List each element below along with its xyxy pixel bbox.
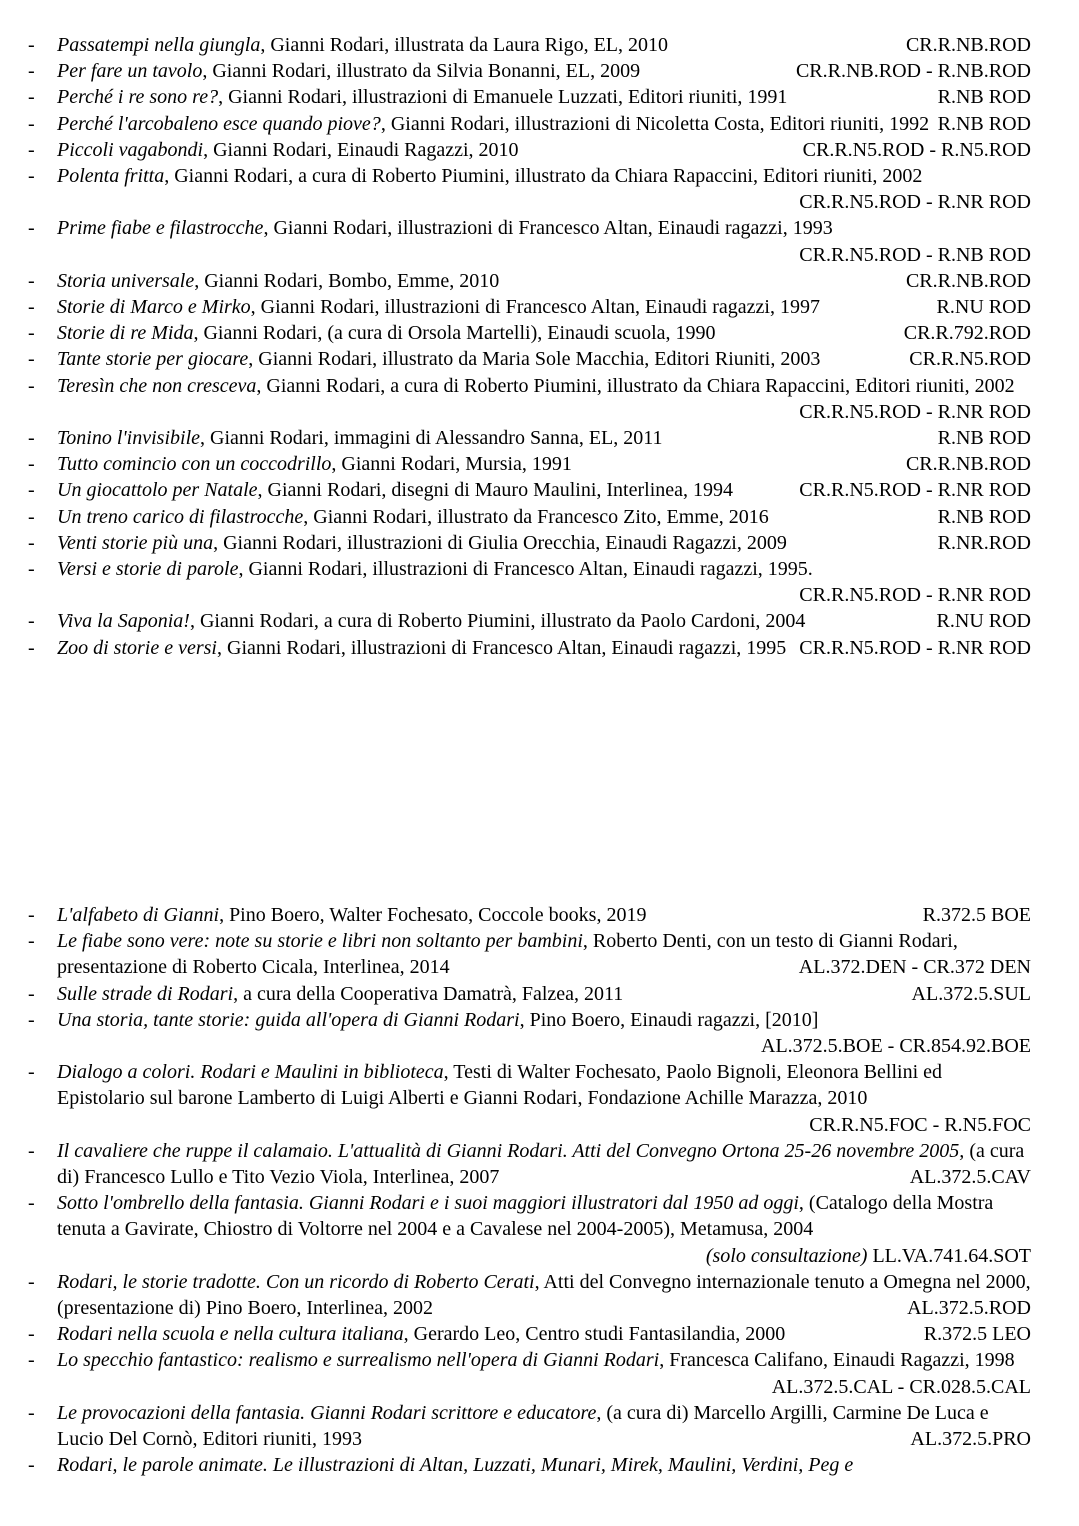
- shelf-location: [796, 58, 1031, 84]
- book-details: , Gianni Rodari, illustrato da Maria Sole Macchia, Editori Riuniti, 2003: [248, 348, 821, 371]
- shelf-code: R.NB ROD: [937, 427, 1031, 450]
- rodari-studies-list: [0, 902, 1079, 1478]
- book-title: Prime fiabe e filastrocche: [57, 217, 264, 240]
- shelf-location: [706, 1243, 1031, 1269]
- book-title: Rodari, le storie tradotte. Con un ricordo di Roberto Cerati: [57, 1270, 535, 1293]
- entry-text: [57, 32, 1031, 58]
- shelf-code: CR.R.N5.FOC - R.N5.FOC: [809, 1113, 1031, 1136]
- book-title: Storie di re Mida: [57, 322, 194, 345]
- entry-text: [57, 137, 1031, 163]
- book-details: , Gianni Rodari, a cura di Roberto Piumini, illustrato da Paolo Cardoni, 2004: [189, 610, 806, 633]
- shelf-code: AL.372.5.SUL: [911, 982, 1031, 1005]
- bullet-dash: -: [28, 904, 35, 926]
- entry-text: [57, 215, 1031, 267]
- list-item: [0, 608, 1079, 634]
- shelf-code: CR.R.NB.ROD: [905, 453, 1031, 476]
- bullet-dash: -: [28, 1349, 35, 1372]
- entry-text: [57, 1400, 1031, 1452]
- list-item: [0, 1452, 1079, 1478]
- shelf-location: [910, 1426, 1031, 1452]
- shelf-code: AL.372.DEN - CR.372 DEN: [798, 956, 1031, 979]
- shelf-location: [938, 111, 1031, 137]
- bullet-dash: -: [28, 531, 35, 554]
- entry-text: [57, 1007, 1031, 1059]
- entry-text: [57, 425, 1031, 451]
- book-details: , Gianni Rodari, illustrazioni di Emanuele Luzzati, Editori riuniti, 1991: [218, 86, 788, 109]
- list-item: [0, 1400, 1079, 1452]
- book-details: , Testi di Walter Fochesato, Paolo Bignoli, Eleonora Bellini ed Epistolario sul barone Lamberto di Luigi Alberti e Gianni Rodari, Fondazione Achille Marazza, 2010: [57, 1061, 943, 1110]
- book-title: Polenta fritta: [57, 165, 165, 188]
- book-title: Sotto l'ombrello della fantasia. Gianni Rodari e i suoi maggiori illustratori dal 1950 ad oggi: [57, 1192, 799, 1215]
- book-title: Storie di Marco e Mirko: [57, 296, 251, 319]
- entry-text: [57, 1321, 1031, 1347]
- list-item: [0, 928, 1079, 980]
- shelf-code: CR.R.N5.ROD - R.NR ROD: [799, 584, 1031, 607]
- shelf-location: [799, 189, 1031, 215]
- shelf-location: [803, 137, 1031, 163]
- list-item: [0, 477, 1079, 503]
- list-item: [0, 1007, 1079, 1059]
- shelf-location: [799, 399, 1031, 425]
- list-item: [0, 58, 1079, 84]
- book-title: Le provocazioni della fantasia. Gianni Rodari scrittore e educatore: [57, 1401, 597, 1424]
- entry-text: [57, 1138, 1031, 1190]
- list-item: [0, 32, 1079, 58]
- shelf-location: [799, 954, 1031, 980]
- book-title: Lo specchio fantastico: realismo e surrealismo nell'opera di Gianni Rodari: [57, 1349, 660, 1372]
- shelf-code: CR.R.N5.ROD - R.N5.ROD: [802, 138, 1031, 161]
- list-item: [0, 320, 1079, 346]
- bullet-dash: -: [28, 138, 35, 161]
- list-item: [0, 556, 1079, 608]
- shelf-location: [924, 1321, 1031, 1347]
- shelf-location: [904, 320, 1031, 346]
- entry-text: [57, 1190, 1031, 1269]
- book-details: , Gianni Rodari, illustrato da Silvia Bonanni, EL, 2009: [202, 60, 641, 83]
- shelf-code: CR.R.NB.ROD: [905, 34, 1031, 56]
- book-title: Le fiabe sono vere: note su storie e libri non soltanto per bambini: [57, 930, 583, 953]
- entry-text: [57, 477, 1031, 503]
- shelf-code: R.NR.ROD: [937, 531, 1031, 554]
- bullet-dash: -: [28, 374, 35, 397]
- book-details: , Gianni Rodari, illustrazioni di Francesco Altan, Einaudi ragazzi, 1993: [263, 217, 833, 240]
- book-title: Rodari, le parole animate. Le illustrazioni di Altan, Luzzati, Munari, Mirek, Maulini, Verdini, Peg e: [57, 1454, 854, 1477]
- shelf-code: CR.R.N5.ROD - R.NR ROD: [799, 479, 1031, 502]
- book-title: Passatempi nella giungla: [57, 34, 261, 56]
- book-details: , Roberto Denti, con un testo di Gianni Rodari, presentazione di Roberto Cicala, Interlinea, 2014: [57, 930, 958, 979]
- list-item: [0, 425, 1079, 451]
- entry-text: [57, 320, 1031, 346]
- shelf-location: [938, 425, 1031, 451]
- list-item: [0, 294, 1079, 320]
- bullet-dash: -: [28, 1061, 35, 1084]
- book-title: Tutto comincio con un coccodrillo: [57, 453, 332, 476]
- bullet-dash: -: [28, 427, 35, 450]
- shelf-location: [809, 1112, 1031, 1138]
- book-title: Un giocattolo per Natale: [57, 479, 258, 502]
- entry-text: [57, 373, 1031, 425]
- shelf-location: [937, 608, 1031, 634]
- book-title: Sulle strade di Rodari: [57, 982, 234, 1005]
- shelf-code: R.NU ROD: [936, 610, 1031, 633]
- entry-text: [57, 294, 1031, 320]
- entry-text: [57, 902, 1031, 928]
- shelf-code: CR.R.N5.ROD - R.NR ROD: [799, 636, 1031, 659]
- bullet-dash: -: [28, 505, 35, 528]
- book-details: , Gianni Rodari, a cura di Roberto Piumini, illustrato da Chiara Rapaccini, Editori riuniti, 2002: [164, 165, 923, 188]
- bullet-dash: -: [28, 982, 35, 1005]
- book-details: , Francesca Califano, Einaudi Ragazzi, 1998: [659, 1349, 1015, 1372]
- book-details: , Gianni Rodari, illustrazioni di Francesco Altan, Einaudi ragazzi, 1997: [250, 296, 820, 319]
- bullet-dash: -: [28, 1323, 35, 1346]
- book-details: , (Catalogo della Mostra tenuta a Gavirate, Chiostro di Voltorre nel 2004 e a Cavalese nel 2004-2005), Metamusa, 2004: [57, 1192, 994, 1241]
- book-title: Venti storie più una: [57, 531, 214, 554]
- list-item: [0, 1059, 1079, 1138]
- book-title: Storia universale: [57, 269, 195, 292]
- shelf-location: [907, 1295, 1031, 1321]
- bullet-dash: -: [28, 1192, 35, 1215]
- list-item: [0, 1321, 1079, 1347]
- shelf-location: [799, 242, 1031, 268]
- shelf-location: [799, 582, 1031, 608]
- book-details: , Gianni Rodari, illustrazioni di Nicoletta Costa, Editori riuniti, 1992: [380, 112, 930, 135]
- shelf-location: [938, 84, 1031, 110]
- shelf-code: AL.372.5.PRO: [910, 1428, 1031, 1451]
- book-title: Piccoli vagabondi: [57, 138, 204, 161]
- book-title: Una storia, tante storie: guida all'opera di Gianni Rodari: [57, 1008, 520, 1031]
- shelf-location: [772, 1374, 1031, 1400]
- bullet-dash: -: [28, 60, 35, 83]
- bullet-dash: -: [28, 610, 35, 633]
- list-item: [0, 111, 1079, 137]
- entry-text: [57, 556, 1031, 608]
- book-details: , Gianni Rodari, illustrazioni di Giulia Orecchia, Einaudi Ragazzi, 2009: [213, 531, 787, 554]
- entry-text: [57, 608, 1031, 634]
- book-title: Dialogo a colori. Rodari e Maulini in biblioteca: [57, 1061, 444, 1084]
- bullet-dash: -: [28, 1139, 35, 1162]
- rodari-books-list: [0, 32, 1079, 661]
- shelf-code: LL.VA.741.64.SOT: [872, 1244, 1031, 1267]
- shelf-code: R.NB ROD: [937, 112, 1031, 135]
- book-details: , a cura della Cooperativa Damatrà, Falzea, 2011: [233, 982, 624, 1005]
- entry-text: [57, 163, 1031, 215]
- entry-text: [57, 111, 1031, 137]
- book-title: Rodari nella scuola e nella cultura italiana: [57, 1323, 404, 1346]
- list-item: [0, 1347, 1079, 1399]
- book-details: , Pino Boero, Einaudi ragazzi, [2010]: [519, 1008, 819, 1031]
- entry-text: [57, 1059, 1031, 1138]
- shelf-location: [937, 294, 1031, 320]
- book-title: Perché i re sono re?: [57, 86, 219, 109]
- bullet-dash: -: [28, 322, 35, 345]
- entry-text: [57, 1452, 1031, 1478]
- shelf-code: R.NB ROD: [937, 86, 1031, 109]
- book-details: , Gianni Rodari, illustrato da Francesco Zito, Emme, 2016: [303, 505, 769, 528]
- bullet-dash: -: [28, 165, 35, 188]
- list-item: [0, 215, 1079, 267]
- shelf-location: [909, 346, 1031, 372]
- bullet-dash: -: [28, 348, 35, 371]
- shelf-location: [799, 477, 1031, 503]
- book-details: , Gianni Rodari, illustrata da Laura Rigo, EL, 2010: [260, 34, 669, 56]
- shelf-code: R.NB ROD: [937, 505, 1031, 528]
- entry-text: [57, 981, 1031, 1007]
- book-title: Tante storie per giocare: [57, 348, 249, 371]
- shelf-code: AL.372.5.CAV: [909, 1166, 1031, 1189]
- entry-text: [57, 504, 1031, 530]
- shelf-code: AL.372.5.ROD: [907, 1297, 1031, 1320]
- shelf-code: CR.R.NB.ROD - R.NB.ROD: [795, 60, 1031, 83]
- list-item: [0, 981, 1079, 1007]
- bullet-dash: -: [28, 86, 35, 109]
- list-item: [0, 268, 1079, 294]
- shelf-code: R.372.5 LEO: [923, 1323, 1031, 1346]
- shelf-code: CR.R.N5.ROD - R.NR ROD: [799, 400, 1031, 423]
- shelf-location: [912, 981, 1031, 1007]
- bullet-dash: -: [28, 1401, 35, 1424]
- list-item: [0, 346, 1079, 372]
- entry-text: [57, 1269, 1031, 1321]
- shelf-code: CR.R.N5.ROD - R.NB ROD: [799, 243, 1031, 266]
- book-title: Il cavaliere che ruppe il calamaio. L'attualità di Gianni Rodari. Atti del Convegno Ortona 25-26 novembre 2005,: [57, 1139, 965, 1162]
- bullet-dash: -: [28, 930, 35, 953]
- book-details: , Gianni Rodari, Bombo, Emme, 2010: [194, 269, 500, 292]
- list-item: [0, 1138, 1079, 1190]
- shelf-location: [910, 1164, 1031, 1190]
- shelf-code: CR.R.N5.ROD: [909, 348, 1031, 371]
- list-item: [0, 84, 1079, 110]
- bullet-dash: -: [28, 1270, 35, 1293]
- bullet-dash: -: [28, 479, 35, 502]
- shelf-location: [906, 451, 1031, 477]
- entry-text: [57, 530, 1031, 556]
- bullet-dash: -: [28, 453, 35, 476]
- shelf-code: CR.R.NB.ROD: [905, 269, 1031, 292]
- book-title: Zoo di storie e versi: [57, 636, 217, 659]
- shelf-location: [923, 902, 1031, 928]
- list-item: [0, 373, 1079, 425]
- bullet-dash: -: [28, 34, 35, 56]
- shelf-location: [761, 1033, 1031, 1059]
- book-details: , Gianni Rodari, (a cura di Orsola Martelli), Einaudi scuola, 1990: [193, 322, 716, 345]
- shelf-location: [799, 635, 1031, 661]
- book-details: , Gianni Rodari, Mursia, 1991: [331, 453, 572, 476]
- bullet-dash: -: [28, 636, 35, 659]
- consultation-note: (solo consultazione): [705, 1244, 868, 1267]
- book-title: Versi e storie di parole: [57, 558, 239, 581]
- book-details: , Gianni Rodari, disegni di Mauro Maulini, Interlinea, 1994: [257, 479, 734, 502]
- list-item: [0, 137, 1079, 163]
- list-item: [0, 1190, 1079, 1269]
- shelf-code: AL.372.5.BOE - CR.854.92.BOE: [761, 1035, 1031, 1058]
- entry-text: [57, 58, 1031, 84]
- entry-text: [57, 1347, 1031, 1399]
- shelf-location: [938, 530, 1031, 556]
- entry-text: [57, 451, 1031, 477]
- book-details: (a cura di) Francesco Lullo e Tito Vezio Viola, Interlinea, 2007: [57, 1139, 1025, 1189]
- bullet-dash: -: [28, 1008, 35, 1031]
- book-details: , Gianni Rodari, illustrazioni di Francesco Altan, Einaudi ragazzi, 1995.: [238, 558, 813, 581]
- book-details: , Gianni Rodari, a cura di Roberto Piumini, illustrato da Chiara Rapaccini, Editori riuniti, 2002: [256, 374, 1015, 397]
- list-item: [0, 504, 1079, 530]
- bullet-dash: -: [28, 112, 35, 135]
- entry-text: [57, 268, 1031, 294]
- list-item: [0, 163, 1079, 215]
- list-item: [0, 451, 1079, 477]
- book-title: Viva la Saponia!: [57, 610, 190, 633]
- book-details: , Gerardo Leo, Centro studi Fantasilandia, 2000: [403, 1323, 786, 1346]
- book-title: Teresìn che non cresceva: [57, 374, 257, 397]
- book-details: , Gianni Rodari, Einaudi Ragazzi, 2010: [203, 138, 519, 161]
- list-item: [0, 530, 1079, 556]
- shelf-code: R.NU ROD: [936, 296, 1031, 319]
- book-title: Un treno carico di filastrocche: [57, 505, 304, 528]
- book-title: Tonino l'invisibile: [57, 427, 200, 450]
- entry-text: [57, 84, 1031, 110]
- book-details: , Pino Boero, Walter Fochesato, Coccole books, 2019: [219, 904, 647, 926]
- book-title: Perché l'arcobaleno esce quando piove?: [57, 112, 381, 135]
- list-item: [0, 902, 1079, 928]
- book-title: Per fare un tavolo: [57, 60, 203, 83]
- book-details: , Atti del Convegno internazionale tenuto a Omegna nel 2000, (presentazione di) Pino Boero, Interlinea, 2002: [57, 1270, 1031, 1320]
- shelf-code: CR.R.792.ROD: [903, 322, 1031, 345]
- shelf-location: [938, 504, 1031, 530]
- shelf-location: [906, 32, 1031, 58]
- shelf-code: CR.R.N5.ROD - R.NR ROD: [799, 191, 1031, 214]
- book-details: , Gianni Rodari, illustrazioni di Francesco Altan, Einaudi ragazzi, 1995: [217, 636, 787, 659]
- shelf-code: AL.372.5.CAL - CR.028.5.CAL: [771, 1375, 1031, 1398]
- shelf-code: R.372.5 BOE: [922, 904, 1031, 926]
- bullet-dash: -: [28, 296, 35, 319]
- entry-text: [57, 928, 1031, 980]
- bullet-dash: -: [28, 558, 35, 581]
- bullet-dash: -: [28, 1454, 35, 1477]
- bullet-dash: -: [28, 217, 35, 240]
- entry-text: [57, 635, 1031, 661]
- book-details: , Gianni Rodari, immagini di Alessandro Sanna, EL, 2011: [200, 427, 663, 450]
- list-item: [0, 1269, 1079, 1321]
- book-details: , (a cura di) Marcello Argilli, Carmine De Luca e Lucio Del Cornò, Editori riuniti, 1993: [57, 1401, 989, 1451]
- entry-text: [57, 346, 1031, 372]
- bullet-dash: -: [28, 269, 35, 292]
- shelf-location: [906, 268, 1031, 294]
- list-item: [0, 635, 1079, 661]
- book-title: L'alfabeto di Gianni: [57, 904, 220, 926]
